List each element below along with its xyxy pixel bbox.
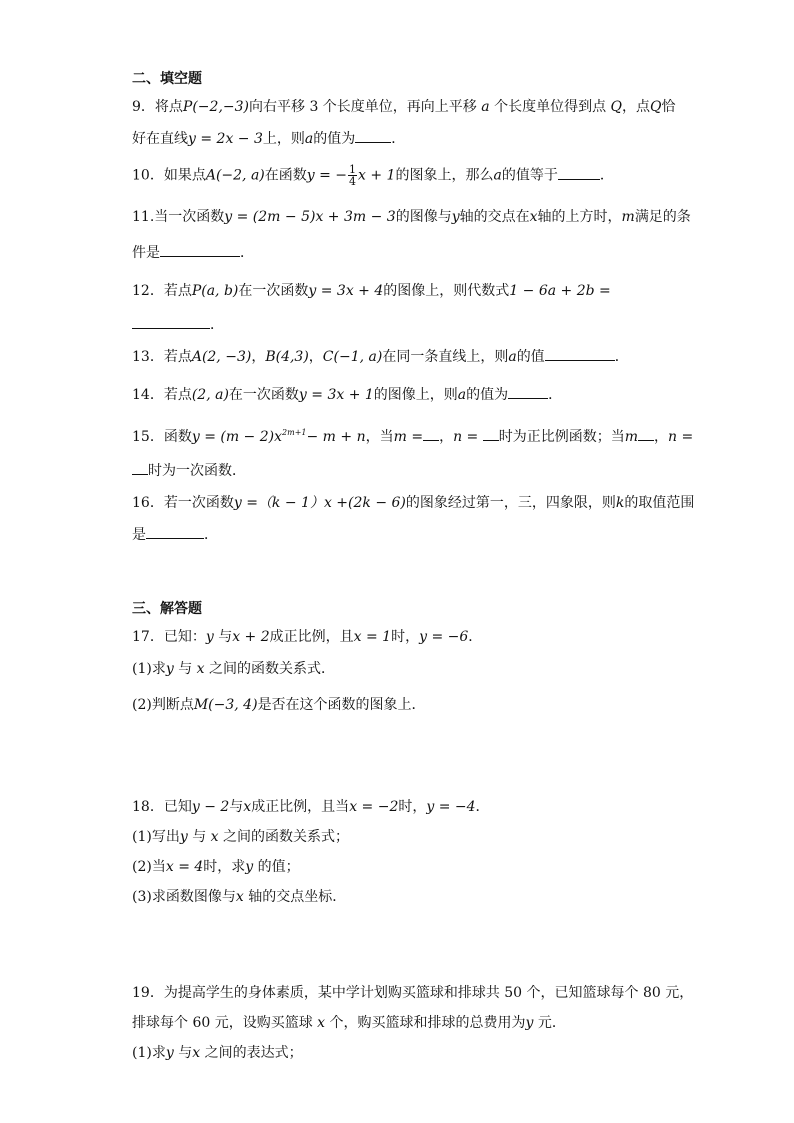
section-answer-title: 三、解答题: [132, 601, 202, 617]
answer-blank[interactable]: [545, 348, 615, 361]
question-14: 14．若点(2, a)在一次函数y = 3x + 1的图像上，则a的值为 ．: [132, 387, 563, 403]
question-16-line-2: 是 ．: [132, 527, 218, 543]
question-12-line-2: ．: [132, 316, 224, 334]
answer-blank[interactable]: [132, 316, 210, 329]
question-19-line-2: 排球每个 60 元，设购买篮球 x 个，购买篮球和排球的总费用为y 元．: [132, 1015, 566, 1031]
answer-blank[interactable]: [483, 428, 499, 441]
answer-blank[interactable]: [508, 386, 548, 399]
answer-blank[interactable]: [160, 244, 240, 257]
question-18-part-1: (1)写出y 与 x 之间的函数关系式；: [132, 829, 350, 845]
question-12-line-1: 12．若点P(a, b)在一次函数y = 3x + 4的图像上，则代数式1 − 6a + 2b =: [132, 283, 611, 299]
answer-blank[interactable]: [132, 462, 148, 475]
question-16-line-1: 16．若一次函数y =（k − 1）x +(2k − 6)的图象经过第一，三，四象限，则k的取值范围: [132, 495, 695, 511]
question-19-line-1: 19．为提高学生的身体素质，某中学计划购买篮球和排球共 50 个，已知篮球每个 80 元，: [132, 985, 694, 1001]
question-15-line-1: 15．函数$y = (m - 2)x^{2m+1}- m + n$，当m = ，n = 时为正比例函数；当m ，n =: [132, 428, 694, 445]
question-15-line-2: 时为一次函数．: [132, 462, 246, 480]
section-fill-blank-title: 二、填空题: [132, 71, 202, 87]
answer-blank[interactable]: [558, 167, 600, 180]
question-18: 18．已知y − 2与x成正比例，且当x = −2时，y = −4．: [132, 799, 490, 815]
question-9-line-1: 9．将点P(−2,−3)向右平移 3 个长度单位，再向上平移 a 个长度单位得到点 Q，点Q恰: [132, 99, 676, 115]
question-18-part-3: (3)求函数图像与x 轴的交点坐标．: [132, 889, 347, 905]
question-17-part-2: (2)判断点M(−3, 4)是否在这个函数的图象上．: [132, 697, 426, 713]
question-11-line-2: 件是 ．: [132, 245, 254, 261]
question-17-part-1: (1)求y 与 x 之间的函数关系式．: [132, 661, 336, 677]
question-11-line-1: 11.当一次函数y = (2m − 5)x + 3m − 3的图像与y轴的交点在x轴的上方时，m满足的条: [132, 209, 691, 225]
answer-blank[interactable]: [638, 428, 654, 441]
question-10: 10．如果点A(−2, a)在函数y = − $\frac{1}{4}$ x + 1的图象上，那么a的值等于 ．: [132, 163, 614, 188]
question-17: 17．已知：y 与x + 2成正比例，且x = 1时，y = −6．: [132, 629, 483, 645]
question-9-line-2: 好在直线y = 2x − 3上，则a的值为 ．: [132, 131, 406, 147]
answer-blank[interactable]: [423, 428, 439, 441]
fraction: $\frac{1}{4}$: [349, 163, 357, 188]
answer-blank[interactable]: [146, 526, 204, 539]
question-13: 13．若点A(2, −3)，B(4,3)，C(−1, a)在同一条直线上，则a的值 ．: [132, 349, 629, 365]
question-19-part-1: (1)求y 与x 之间的表达式；: [132, 1045, 303, 1061]
question-18-part-2: (2)当x = 4时，求y 的值；: [132, 859, 300, 875]
answer-blank[interactable]: [355, 130, 391, 143]
